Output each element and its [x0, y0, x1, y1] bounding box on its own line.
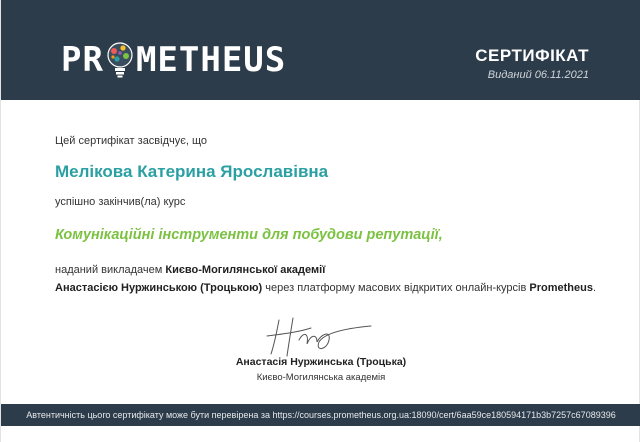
- intro-text: Цей сертифікат засвідчує, що: [55, 135, 208, 147]
- course-title: Комунікаційні інструменти для побудови репутації,: [55, 227, 443, 243]
- institution-name: Києво-Могилянської академії: [165, 264, 326, 276]
- signer-name: Анастасія Нуржинська (Троцька): [235, 356, 407, 368]
- logo-text-left: PR: [61, 40, 104, 80]
- handwritten-signature: [259, 310, 379, 360]
- completed-text: успішно закінчив(ла) курс: [55, 196, 186, 208]
- instructor-name: Анастасією Нуржинською (Троцькою): [55, 282, 263, 294]
- recipient-name: Мелікова Катерина Ярославівна: [55, 162, 329, 181]
- prometheus-logo: [61, 40, 286, 80]
- platform-text: через платформу масових відкритих онлайн-курсів: [262, 282, 530, 294]
- certificate-title: СЕРТИФІКАТ: [475, 46, 589, 65]
- verification-text: Автентичність цього сертифікату може бути перевірена за https://courses.prometheus.org.ua:18090/cert/6aa59ce180594171b3b7257c67089396: [26, 410, 616, 420]
- platform-name: Prometheus: [529, 282, 593, 294]
- instructor-line-1: [55, 264, 325, 276]
- certificate-header: [1, 0, 640, 100]
- issue-date: Виданий 06.11.2021: [487, 69, 589, 81]
- lightbulb-icon: [105, 41, 135, 79]
- verification-footer: [1, 404, 640, 426]
- taught-prefix: наданий викладачем: [55, 264, 166, 276]
- instructor-line-2: [55, 282, 596, 294]
- logo-text-right: METHEUS: [135, 40, 287, 80]
- signer-organization: Києво-Могилянська академія: [256, 372, 386, 383]
- sentence-end: .: [592, 282, 597, 294]
